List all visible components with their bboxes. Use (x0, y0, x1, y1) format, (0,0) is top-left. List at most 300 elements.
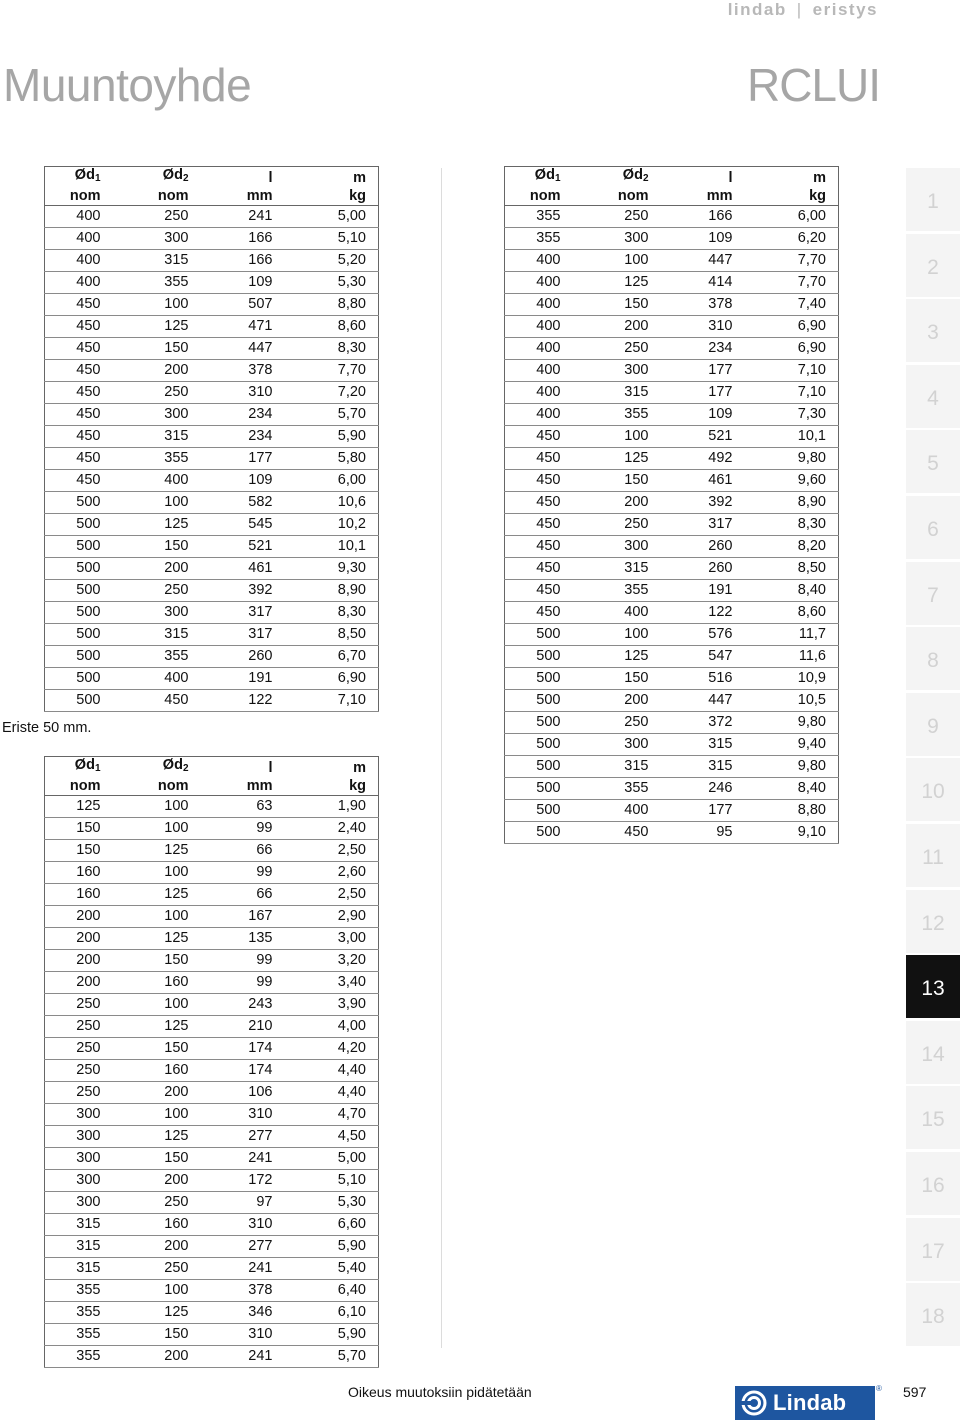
cell-d2: 200 (577, 492, 661, 514)
cell-d1: 400 (505, 382, 577, 404)
table-row (45, 1302, 379, 1324)
table-row (505, 690, 839, 712)
table-row (45, 382, 379, 404)
cell-d2: 300 (577, 360, 661, 382)
cell-m: 11,7 (745, 624, 839, 646)
header-row-units (505, 187, 839, 206)
table-row (45, 514, 379, 536)
cell-d1: 500 (45, 646, 117, 668)
cell-m: 9,40 (745, 734, 839, 756)
cell-d1: 450 (45, 382, 117, 404)
unit-d2: nom (117, 187, 201, 206)
cell-d2: 300 (117, 404, 201, 426)
cell-l: 66 (201, 840, 285, 862)
header-d1-sub: 1 (94, 763, 101, 774)
cell-m: 3,40 (285, 972, 379, 994)
cell-d1: 500 (505, 822, 577, 844)
table-row (45, 950, 379, 972)
header-l: l (268, 170, 273, 186)
table-row (45, 294, 379, 316)
table-row (45, 1214, 379, 1236)
cell-d2: 100 (117, 294, 201, 316)
header-row-units (45, 777, 379, 796)
table-row (505, 316, 839, 338)
cell-d2: 100 (117, 994, 201, 1016)
cell-l: 99 (201, 862, 285, 884)
cell-d1: 300 (45, 1126, 117, 1148)
header-d1 (45, 757, 117, 778)
cell-m: 4,50 (285, 1126, 379, 1148)
cell-l: 310 (201, 1324, 285, 1346)
cell-l: 95 (661, 822, 745, 844)
cell-m: 7,70 (745, 250, 839, 272)
cell-m: 8,30 (745, 514, 839, 536)
cell-l: 447 (661, 250, 745, 272)
cell-l: 99 (201, 950, 285, 972)
cell-m: 5,90 (285, 1324, 379, 1346)
cell-l: 310 (201, 1104, 285, 1126)
table-row (505, 272, 839, 294)
table-row (505, 580, 839, 602)
header-row-symbols (45, 167, 379, 188)
cell-d1: 200 (45, 972, 117, 994)
cell-l: 241 (201, 1148, 285, 1170)
cell-l: 461 (661, 470, 745, 492)
cell-l: 346 (201, 1302, 285, 1324)
cell-l: 547 (661, 646, 745, 668)
cell-l: 172 (201, 1170, 285, 1192)
cell-d1: 500 (505, 778, 577, 800)
table-row (45, 1192, 379, 1214)
cell-d1: 400 (45, 272, 117, 294)
cell-d2: 315 (577, 558, 661, 580)
cell-d2: 125 (117, 316, 201, 338)
cell-l: 243 (201, 994, 285, 1016)
cell-m: 6,40 (285, 1280, 379, 1302)
cell-d1: 500 (45, 492, 117, 514)
cell-d2: 125 (117, 1126, 201, 1148)
cell-d2: 355 (577, 580, 661, 602)
unit-m: kg (285, 777, 379, 796)
table-row (45, 1258, 379, 1280)
cell-l: 447 (201, 338, 285, 360)
cell-m: 5,10 (285, 1170, 379, 1192)
cell-m: 8,90 (285, 580, 379, 602)
cell-d2: 400 (577, 800, 661, 822)
table-row (45, 360, 379, 382)
table-row (505, 734, 839, 756)
table-row (45, 206, 379, 228)
cell-d1: 355 (45, 1346, 117, 1368)
cell-m: 5,90 (285, 1236, 379, 1258)
cell-m: 6,60 (285, 1214, 379, 1236)
cell-m: 9,10 (745, 822, 839, 844)
table-row (45, 796, 379, 818)
page-title: Muuntoyhde (3, 59, 252, 111)
cell-d2: 150 (117, 1038, 201, 1060)
cell-d1: 500 (505, 624, 577, 646)
cell-l: 106 (201, 1082, 285, 1104)
header-row-symbols (505, 167, 839, 188)
dimension-table-right (504, 166, 839, 844)
header-d1-text: Ød (74, 757, 95, 773)
dimension-table-upper-left (44, 166, 379, 712)
table-row (505, 228, 839, 250)
cell-m: 7,10 (285, 690, 379, 712)
chapter-tab-15: 15 (906, 1086, 960, 1149)
table-row (505, 778, 839, 800)
table-row (505, 426, 839, 448)
cell-l: 317 (201, 624, 285, 646)
cell-d1: 450 (505, 426, 577, 448)
cell-d2: 355 (117, 646, 201, 668)
cell-m: 5,00 (285, 1148, 379, 1170)
cell-d1: 450 (45, 360, 117, 382)
cell-d2: 250 (577, 206, 661, 228)
header-d1-sub: 1 (554, 173, 561, 184)
cell-m: 7,70 (285, 360, 379, 382)
chapter-tab-14: 14 (906, 1021, 960, 1084)
table-row (505, 624, 839, 646)
cell-m: 4,40 (285, 1082, 379, 1104)
cell-l: 122 (201, 690, 285, 712)
cell-d1: 315 (45, 1214, 117, 1236)
table-row (45, 818, 379, 840)
cell-l: 576 (661, 624, 745, 646)
cell-d2: 150 (577, 668, 661, 690)
cell-l: 109 (661, 404, 745, 426)
cell-m: 6,90 (745, 316, 839, 338)
brand-eristys: eristys (812, 0, 878, 19)
cell-d2: 315 (577, 382, 661, 404)
table-row (45, 1060, 379, 1082)
table-row (505, 602, 839, 624)
table-row (505, 712, 839, 734)
cell-d2: 300 (117, 228, 201, 250)
cell-d2: 200 (117, 1082, 201, 1104)
cell-m: 4,40 (285, 1060, 379, 1082)
table-row (45, 1016, 379, 1038)
cell-d1: 500 (505, 800, 577, 822)
cell-m: 6,00 (285, 470, 379, 492)
cell-m: 5,90 (285, 426, 379, 448)
cell-l: 582 (201, 492, 285, 514)
cell-d1: 500 (45, 624, 117, 646)
table-row (45, 404, 379, 426)
cell-d1: 150 (45, 818, 117, 840)
cell-d1: 450 (45, 470, 117, 492)
cell-m: 8,60 (285, 316, 379, 338)
cell-m: 10,1 (745, 426, 839, 448)
cell-d2: 100 (117, 492, 201, 514)
table-row (45, 536, 379, 558)
cell-d2: 150 (117, 950, 201, 972)
cell-d2: 150 (117, 338, 201, 360)
header-d2 (117, 757, 201, 778)
cell-d1: 355 (505, 228, 577, 250)
cell-l: 260 (201, 646, 285, 668)
cell-d2: 125 (117, 884, 201, 906)
cell-l: 277 (201, 1126, 285, 1148)
cell-l: 191 (201, 668, 285, 690)
cell-d2: 100 (117, 906, 201, 928)
table-row (505, 536, 839, 558)
cell-l: 246 (661, 778, 745, 800)
cell-d1: 500 (45, 580, 117, 602)
cell-m: 10,9 (745, 668, 839, 690)
cell-m: 7,20 (285, 382, 379, 404)
cell-l: 135 (201, 928, 285, 950)
cell-l: 317 (201, 602, 285, 624)
header-d2-sub: 2 (182, 173, 189, 184)
cell-l: 191 (661, 580, 745, 602)
cell-d2: 300 (577, 228, 661, 250)
cell-m: 5,80 (285, 448, 379, 470)
cell-l: 310 (201, 1214, 285, 1236)
cell-d1: 300 (45, 1148, 117, 1170)
header-d1-text: Ød (534, 167, 555, 183)
cell-m: 10,1 (285, 536, 379, 558)
cell-d1: 450 (505, 514, 577, 536)
cell-l: 166 (661, 206, 745, 228)
cell-d2: 250 (577, 514, 661, 536)
table-row (45, 316, 379, 338)
cell-l: 166 (201, 228, 285, 250)
table-row (45, 580, 379, 602)
cell-d1: 500 (505, 712, 577, 734)
cell-m: 6,70 (285, 646, 379, 668)
table-row (505, 382, 839, 404)
table-row (505, 448, 839, 470)
lindab-logo (735, 1386, 875, 1420)
cell-d2: 150 (577, 470, 661, 492)
cell-d2: 100 (117, 818, 201, 840)
chapter-tab-8: 8 (906, 627, 960, 690)
cell-m: 9,80 (745, 756, 839, 778)
cell-d1: 125 (45, 796, 117, 818)
cell-l: 516 (661, 668, 745, 690)
unit-d1: nom (505, 187, 577, 206)
unit-d2: nom (577, 187, 661, 206)
cell-d2: 450 (117, 690, 201, 712)
cell-l: 315 (661, 734, 745, 756)
cell-d2: 150 (117, 536, 201, 558)
cell-d2: 125 (117, 1302, 201, 1324)
cell-d2: 150 (577, 294, 661, 316)
cell-d2: 250 (117, 206, 201, 228)
table-row (45, 448, 379, 470)
cell-d2: 200 (117, 1170, 201, 1192)
chapter-tabs (906, 168, 960, 1349)
cell-d2: 125 (117, 928, 201, 950)
product-code: RCLUI (746, 59, 880, 111)
cell-d2: 200 (577, 690, 661, 712)
cell-d2: 400 (577, 602, 661, 624)
header-m: m (353, 760, 366, 776)
cell-m: 8,30 (285, 602, 379, 624)
brand-header (728, 0, 878, 20)
header-d1 (505, 167, 577, 188)
cell-l: 378 (661, 294, 745, 316)
cell-m: 5,70 (285, 1346, 379, 1368)
cell-d1: 250 (45, 1060, 117, 1082)
cell-d2: 250 (117, 1258, 201, 1280)
header-d2-sub: 2 (642, 173, 649, 184)
cell-m: 6,90 (285, 668, 379, 690)
cell-l: 461 (201, 558, 285, 580)
cell-d1: 355 (45, 1302, 117, 1324)
cell-m: 6,20 (745, 228, 839, 250)
table-row (505, 646, 839, 668)
cell-l: 241 (201, 1258, 285, 1280)
cell-d1: 355 (45, 1280, 117, 1302)
cell-l: 447 (661, 690, 745, 712)
cell-d2: 200 (117, 1236, 201, 1258)
cell-l: 99 (201, 818, 285, 840)
header-l: l (728, 170, 733, 186)
table-row (45, 668, 379, 690)
cell-d2: 100 (117, 796, 201, 818)
table-row (505, 514, 839, 536)
cell-m: 3,00 (285, 928, 379, 950)
cell-m: 8,50 (745, 558, 839, 580)
cell-m: 10,2 (285, 514, 379, 536)
cell-d1: 500 (45, 558, 117, 580)
cell-d1: 200 (45, 950, 117, 972)
cell-d2: 200 (577, 316, 661, 338)
table-row (45, 338, 379, 360)
chapter-tab-5: 5 (906, 430, 960, 493)
header-d2-text: Ød (622, 167, 643, 183)
cell-l: 97 (201, 1192, 285, 1214)
cell-l: 109 (201, 470, 285, 492)
disclaimer: Oikeus muutoksiin pidätetään (348, 1384, 532, 1400)
cell-d1: 500 (45, 536, 117, 558)
cell-l: 174 (201, 1038, 285, 1060)
header-row-symbols (45, 757, 379, 778)
cell-d2: 200 (117, 558, 201, 580)
chapter-tab-13: 13 (906, 955, 960, 1018)
cell-m: 2,60 (285, 862, 379, 884)
cell-d2: 355 (577, 778, 661, 800)
cell-d1: 450 (505, 470, 577, 492)
header-m: m (813, 170, 826, 186)
cell-m: 8,80 (285, 294, 379, 316)
table-row (45, 972, 379, 994)
cell-l: 177 (201, 448, 285, 470)
table-row (505, 360, 839, 382)
cell-d1: 200 (45, 906, 117, 928)
chapter-tab-11: 11 (906, 824, 960, 887)
cell-d2: 125 (117, 514, 201, 536)
table-row (45, 994, 379, 1016)
cell-m: 5,00 (285, 206, 379, 228)
table-row (45, 228, 379, 250)
cell-d2: 250 (577, 712, 661, 734)
cell-l: 471 (201, 316, 285, 338)
table-row (45, 1346, 379, 1368)
table-row (505, 206, 839, 228)
cell-d1: 450 (505, 602, 577, 624)
cell-d2: 250 (577, 338, 661, 360)
cell-d1: 400 (505, 360, 577, 382)
cell-l: 317 (661, 514, 745, 536)
cell-d1: 450 (45, 404, 117, 426)
cell-m: 8,60 (745, 602, 839, 624)
chapter-tab-17: 17 (906, 1218, 960, 1281)
cell-d2: 450 (577, 822, 661, 844)
cell-d2: 355 (577, 404, 661, 426)
cell-d1: 355 (505, 206, 577, 228)
cell-d2: 100 (577, 250, 661, 272)
table-row (45, 1126, 379, 1148)
cell-m: 3,90 (285, 994, 379, 1016)
cell-d1: 300 (45, 1192, 117, 1214)
insulation-note: Eriste 50 mm. (2, 720, 92, 736)
cell-l: 378 (201, 360, 285, 382)
table-row (45, 602, 379, 624)
cell-d1: 450 (505, 558, 577, 580)
cell-d2: 125 (577, 272, 661, 294)
table-row (505, 250, 839, 272)
cell-d1: 400 (45, 228, 117, 250)
chapter-tab-12: 12 (906, 890, 960, 953)
cell-m: 10,6 (285, 492, 379, 514)
table-row (505, 800, 839, 822)
cell-d2: 125 (577, 448, 661, 470)
cell-l: 378 (201, 1280, 285, 1302)
cell-l: 99 (201, 972, 285, 994)
table-row (505, 756, 839, 778)
cell-l: 166 (201, 250, 285, 272)
cell-d2: 150 (117, 1148, 201, 1170)
table-row (45, 558, 379, 580)
cell-m: 6,00 (745, 206, 839, 228)
cell-d2: 160 (117, 972, 201, 994)
cell-m: 8,40 (745, 580, 839, 602)
table-row (45, 250, 379, 272)
cell-d2: 125 (577, 646, 661, 668)
cell-l: 122 (661, 602, 745, 624)
cell-d2: 125 (117, 840, 201, 862)
unit-m: kg (745, 187, 839, 206)
cell-d1: 500 (505, 756, 577, 778)
cell-m: 4,00 (285, 1016, 379, 1038)
logo-text: Lindab (773, 1390, 847, 1415)
cell-m: 5,30 (285, 1192, 379, 1214)
cell-d1: 500 (505, 734, 577, 756)
header-d2 (577, 167, 661, 188)
cell-d1: 400 (505, 404, 577, 426)
column-divider (441, 168, 442, 1348)
table-row (45, 690, 379, 712)
cell-l: 277 (201, 1236, 285, 1258)
header-d2-text: Ød (162, 167, 183, 183)
cell-d1: 160 (45, 862, 117, 884)
cell-d1: 500 (45, 690, 117, 712)
cell-d2: 400 (117, 470, 201, 492)
cell-m: 8,80 (745, 800, 839, 822)
cell-d1: 250 (45, 1038, 117, 1060)
header-m: m (353, 170, 366, 186)
header-d2 (117, 167, 201, 188)
brand-separator: | (796, 0, 803, 19)
cell-d1: 315 (45, 1258, 117, 1280)
cell-d1: 400 (505, 250, 577, 272)
registered-mark: ® (876, 1384, 882, 1393)
cell-m: 2,90 (285, 906, 379, 928)
cell-d2: 315 (577, 756, 661, 778)
